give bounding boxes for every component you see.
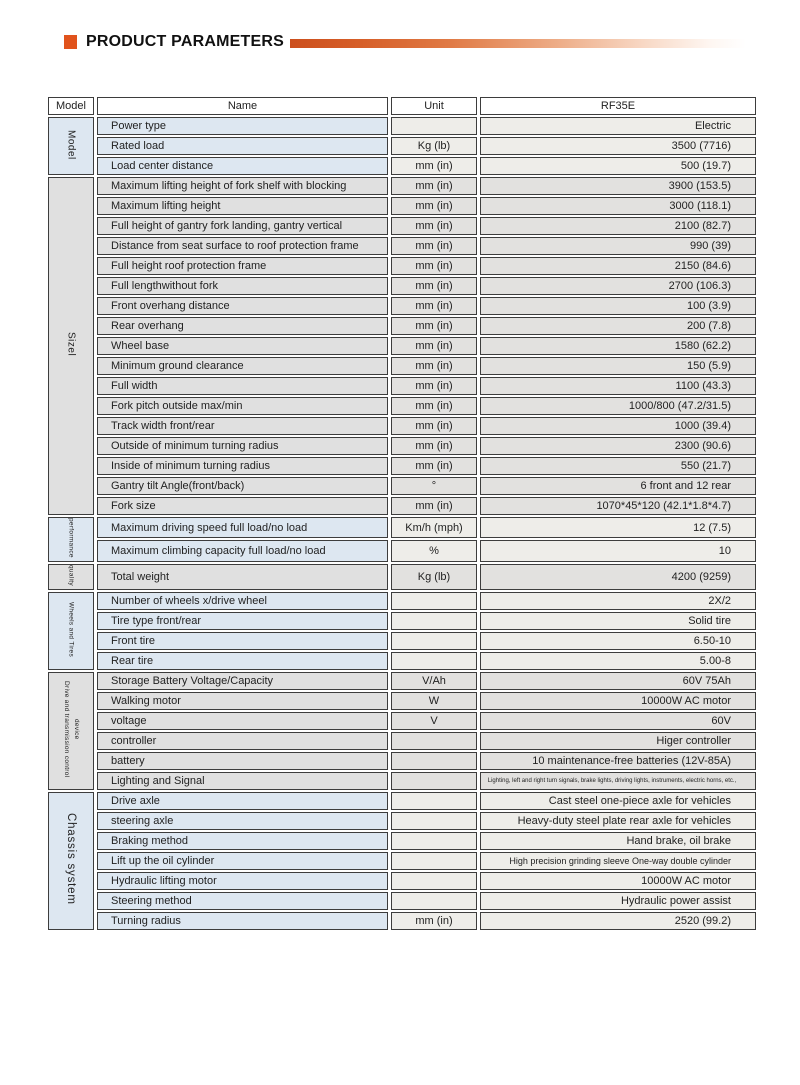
param-unit: mm (in)	[391, 437, 477, 455]
param-value: 990 (39)	[480, 237, 756, 255]
param-unit: mm (in)	[391, 497, 477, 515]
param-name: Number of wheels x/drive wheel	[97, 592, 388, 610]
param-unit: mm (in)	[391, 912, 477, 930]
param-name: Inside of minimum turning radius	[97, 457, 388, 475]
title-square-icon	[64, 35, 77, 49]
table-row	[48, 417, 756, 435]
param-value: 4200 (9259)	[480, 564, 756, 590]
param-name: Steering method	[97, 892, 388, 910]
param-value: 60V	[480, 712, 756, 730]
param-value: 1100 (43.3)	[480, 377, 756, 395]
param-unit	[391, 892, 477, 910]
param-value: 3900 (153.5)	[480, 177, 756, 195]
group-cell-quality	[48, 564, 94, 590]
param-name: Walking motor	[97, 692, 388, 710]
param-unit: V/Ah	[391, 672, 477, 690]
param-name: voltage	[97, 712, 388, 730]
param-value: 3500 (7716)	[480, 137, 756, 155]
table-row	[48, 540, 756, 561]
table-row	[48, 732, 756, 750]
table-header-row	[48, 97, 756, 115]
param-value: Hand brake, oil brake	[480, 832, 756, 850]
group-label: Model	[65, 129, 77, 160]
header-name-cell: Name	[97, 97, 388, 115]
param-name: Front overhang distance	[97, 297, 388, 315]
param-value: Solid tire	[480, 612, 756, 630]
param-value: 10 maintenance-free batteries (12V-85A)	[480, 752, 756, 770]
param-name: Fork pitch outside max/min	[97, 397, 388, 415]
table-row	[48, 497, 756, 515]
table-row	[48, 852, 756, 870]
param-unit	[391, 812, 477, 830]
param-unit: °	[391, 477, 477, 495]
param-name: Full lengthwithout fork	[97, 277, 388, 295]
group-label: Wheels and Tires	[67, 601, 75, 657]
table-row	[48, 792, 756, 810]
table-row	[48, 117, 756, 135]
param-value: 1070*45*120 (42.1*1.8*4.7)	[480, 497, 756, 515]
param-value: 3000 (118.1)	[480, 197, 756, 215]
param-unit	[391, 772, 477, 790]
param-name: Total weight	[97, 564, 388, 590]
param-value: High precision grinding sleeve One-way double cylinder	[480, 852, 756, 870]
table-row	[48, 397, 756, 415]
param-unit: mm (in)	[391, 317, 477, 335]
param-name: Track width front/rear	[97, 417, 388, 435]
param-name: Full width	[97, 377, 388, 395]
param-value: 12 (7.5)	[480, 517, 756, 538]
table-row	[48, 297, 756, 315]
header-unit-cell: Unit	[391, 97, 477, 115]
param-name: Minimum ground clearance	[97, 357, 388, 375]
group-cell-chassis-system	[48, 792, 94, 930]
page-header	[64, 33, 746, 51]
param-value: 500 (19.7)	[480, 157, 756, 175]
param-unit: mm (in)	[391, 177, 477, 195]
param-value: 10000W AC motor	[480, 692, 756, 710]
param-name: Full height roof protection frame	[97, 257, 388, 275]
param-name: Lighting and Signal	[97, 772, 388, 790]
title-gradient-bar	[290, 39, 746, 48]
table-row	[48, 157, 756, 175]
table-row	[48, 812, 756, 830]
table-row	[48, 177, 756, 195]
product-parameters-table	[45, 95, 759, 932]
param-unit: Kg (lb)	[391, 564, 477, 590]
table-row	[48, 752, 756, 770]
param-unit: mm (in)	[391, 277, 477, 295]
param-unit: mm (in)	[391, 397, 477, 415]
param-unit: mm (in)	[391, 417, 477, 435]
param-value: Higer controller	[480, 732, 756, 750]
param-name: Rated load	[97, 137, 388, 155]
param-name: Turning radius	[97, 912, 388, 930]
table-row	[48, 872, 756, 890]
table-row	[48, 137, 756, 155]
param-unit	[391, 852, 477, 870]
param-name: steering axle	[97, 812, 388, 830]
param-value: 10000W AC motor	[480, 872, 756, 890]
param-value: Heavy-duty steel plate rear axle for vehicles	[480, 812, 756, 830]
param-unit	[391, 872, 477, 890]
param-unit: mm (in)	[391, 237, 477, 255]
param-value: 1000/800 (47.2/31.5)	[480, 397, 756, 415]
param-name: Maximum lifting height of fork shelf with blocking	[97, 177, 388, 195]
param-name: Full height of gantry fork landing, gantry vertical	[97, 217, 388, 235]
table-row	[48, 437, 756, 455]
param-unit: mm (in)	[391, 257, 477, 275]
table-row	[48, 277, 756, 295]
param-value: 1000 (39.4)	[480, 417, 756, 435]
param-unit: V	[391, 712, 477, 730]
param-unit: mm (in)	[391, 217, 477, 235]
table-row	[48, 564, 756, 590]
table-row	[48, 692, 756, 710]
param-unit: mm (in)	[391, 357, 477, 375]
table-row	[48, 477, 756, 495]
param-unit: mm (in)	[391, 337, 477, 355]
param-value: 1580 (62.2)	[480, 337, 756, 355]
table-row	[48, 517, 756, 538]
param-name: Wheel base	[97, 337, 388, 355]
param-value: 60V 75Ah	[480, 672, 756, 690]
header-model-cell: Model	[48, 97, 94, 115]
param-value: 200 (7.8)	[480, 317, 756, 335]
param-value: Cast steel one-piece axle for vehicles	[480, 792, 756, 810]
param-value: 2100 (82.7)	[480, 217, 756, 235]
parameters-table-container	[45, 95, 759, 932]
param-unit	[391, 732, 477, 750]
table-row	[48, 892, 756, 910]
param-value: 100 (3.9)	[480, 297, 756, 315]
param-value: 6 front and 12 rear	[480, 477, 756, 495]
param-value: 2520 (99.2)	[480, 912, 756, 930]
parameters-table-body	[48, 117, 756, 930]
group-label: Chassis system	[65, 813, 77, 906]
param-name: Front tire	[97, 632, 388, 650]
param-unit	[391, 612, 477, 630]
group-label: Sizel	[65, 332, 77, 357]
param-value: 10	[480, 540, 756, 561]
table-row	[48, 652, 756, 670]
param-name: controller	[97, 732, 388, 750]
table-row	[48, 772, 756, 790]
table-row	[48, 257, 756, 275]
table-row	[48, 377, 756, 395]
table-row	[48, 217, 756, 235]
table-row	[48, 457, 756, 475]
param-name: Rear tire	[97, 652, 388, 670]
param-unit: %	[391, 540, 477, 561]
param-value: Lighting, left and right turn signals, brake lights, driving lights, instruments, electric horns, etc.,	[480, 772, 756, 790]
group-label: Drive and transmission control device	[63, 680, 80, 778]
param-unit	[391, 652, 477, 670]
header-value-cell: RF35E	[480, 97, 756, 115]
param-unit: mm (in)	[391, 377, 477, 395]
param-value: 2300 (90.6)	[480, 437, 756, 455]
group-label: performance	[67, 518, 75, 558]
param-value: 2700 (106.3)	[480, 277, 756, 295]
param-name: Hydraulic lifting motor	[97, 872, 388, 890]
param-unit: mm (in)	[391, 197, 477, 215]
param-name: Braking method	[97, 832, 388, 850]
group-cell-drive-and-transmission-control-device	[48, 672, 94, 790]
param-name: Fork size	[97, 497, 388, 515]
param-unit: W	[391, 692, 477, 710]
table-row	[48, 237, 756, 255]
param-name: Storage Battery Voltage/Capacity	[97, 672, 388, 690]
param-name: Maximum climbing capacity full load/no load	[97, 540, 388, 561]
param-unit	[391, 117, 477, 135]
param-unit	[391, 832, 477, 850]
group-cell-sizel	[48, 177, 94, 515]
param-unit: mm (in)	[391, 457, 477, 475]
param-name: Rear overhang	[97, 317, 388, 335]
table-row	[48, 612, 756, 630]
param-value: 550 (21.7)	[480, 457, 756, 475]
param-value: Electric	[480, 117, 756, 135]
group-cell-wheels-and-tires	[48, 592, 94, 670]
param-unit	[391, 592, 477, 610]
table-row	[48, 832, 756, 850]
param-name: Lift up the oil cylinder	[97, 852, 388, 870]
group-cell-model	[48, 117, 94, 175]
table-row	[48, 632, 756, 650]
param-value: 150 (5.9)	[480, 357, 756, 375]
param-name: Gantry tilt Angle(front/back)	[97, 477, 388, 495]
param-value: 2X/2	[480, 592, 756, 610]
param-unit	[391, 632, 477, 650]
param-name: Tire type front/rear	[97, 612, 388, 630]
param-unit	[391, 752, 477, 770]
param-name: battery	[97, 752, 388, 770]
table-row	[48, 672, 756, 690]
table-row	[48, 337, 756, 355]
param-unit: Km/h (mph)	[391, 517, 477, 538]
table-row	[48, 357, 756, 375]
table-row	[48, 712, 756, 730]
param-name: Outside of minimum turning radius	[97, 437, 388, 455]
page-title: PRODUCT PARAMETERS	[86, 33, 284, 50]
group-cell-performance	[48, 517, 94, 562]
group-label: quality	[67, 564, 75, 586]
table-row	[48, 317, 756, 335]
param-name: Maximum driving speed full load/no load	[97, 517, 388, 538]
param-unit: mm (in)	[391, 157, 477, 175]
param-value: 2150 (84.6)	[480, 257, 756, 275]
param-unit	[391, 792, 477, 810]
param-unit: mm (in)	[391, 297, 477, 315]
param-name: Power type	[97, 117, 388, 135]
param-name: Distance from seat surface to roof protection frame	[97, 237, 388, 255]
table-row	[48, 912, 756, 930]
param-name: Drive axle	[97, 792, 388, 810]
param-name: Load center distance	[97, 157, 388, 175]
param-value: Hydraulic power assist	[480, 892, 756, 910]
param-unit: Kg (lb)	[391, 137, 477, 155]
param-value: 5.00-8	[480, 652, 756, 670]
table-row	[48, 197, 756, 215]
table-row	[48, 592, 756, 610]
param-value: 6.50-10	[480, 632, 756, 650]
param-name: Maximum lifting height	[97, 197, 388, 215]
